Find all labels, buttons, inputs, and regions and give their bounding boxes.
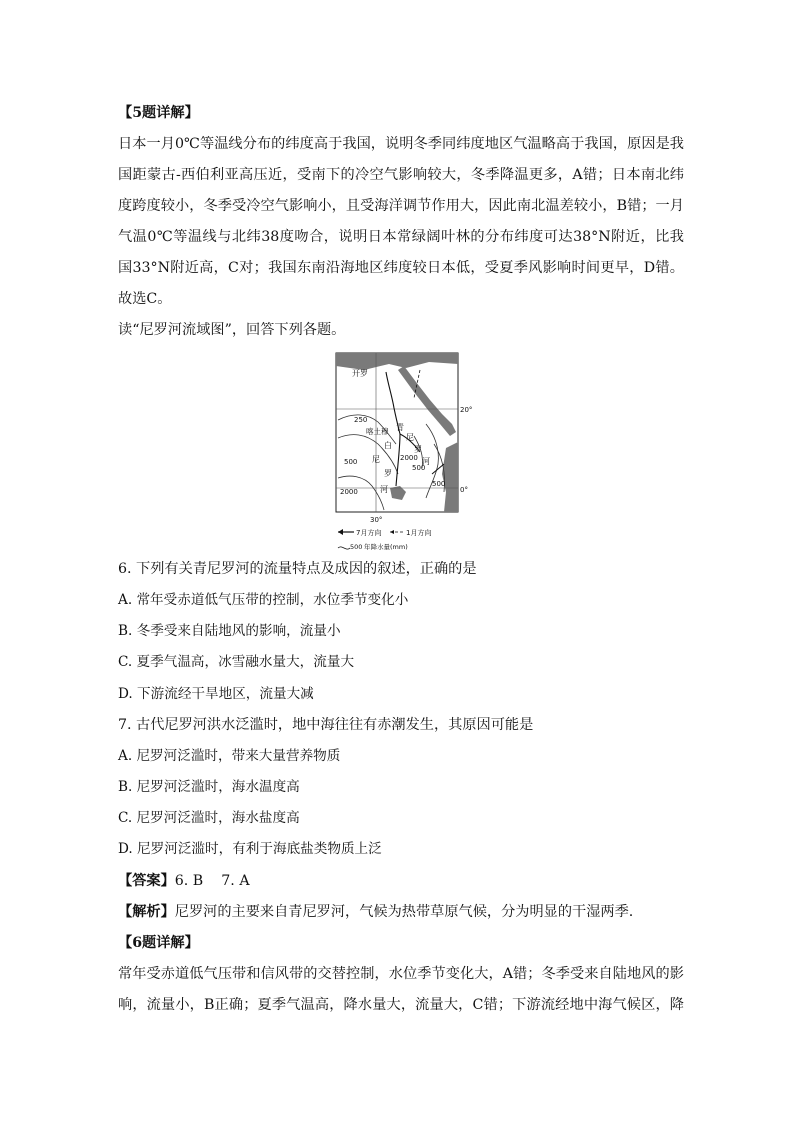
legend-july-arrow — [338, 529, 343, 535]
label-250: 250 — [354, 416, 368, 424]
label-white-nile-3: 罗 — [384, 469, 392, 478]
label-lat20: 20° — [460, 406, 473, 414]
label-blue-nile-2: 尼 — [406, 433, 414, 442]
section6-line: 响，流量小，B正确；夏季气温高，降水量大，流量大，C错；下游流经地中海气候区，降 — [118, 996, 684, 1013]
label-blue-nile-3: 罗 — [414, 445, 422, 454]
q6-option-b: B. 冬季受来自陆地风的影响，流量小 — [118, 623, 341, 640]
label-white-nile-2: 尼 — [372, 455, 380, 464]
section5-line: 日本一月0℃等温线分布的纬度高于我国，说明冬季同纬度地区气温略高于我国，原因是我 — [118, 136, 684, 152]
q6-option-d: D. 下游流经干旱地区，流量大减 — [118, 685, 314, 702]
section6-heading: 【6题详解】 — [118, 934, 199, 951]
label-lon30: 30° — [370, 516, 383, 524]
section5-line: 国距蒙古-西伯利亚高压近，受南下的冷空气影响较大，冬季降温更多，A错；日本南北纬 — [118, 167, 684, 183]
legend-isohyet-line — [338, 547, 350, 549]
section5-line: 故选C。 — [118, 291, 172, 307]
analysis-text: 尼罗河的主要来自青尼罗河，气候为热带草原气候，分为明显的干湿两季. — [174, 903, 634, 920]
label-500b: 500 — [412, 464, 426, 472]
q7-option-d: D. 尼罗河泛滥时，有利于海底盐类物质上泛 — [118, 841, 382, 858]
label-blue-nile-1: 青 — [396, 423, 404, 432]
top-section — [118, 98, 684, 346]
label-cairo: 开罗 — [352, 369, 368, 378]
q7-option-b: B. 尼罗河泛滥时，海水温度高 — [118, 778, 300, 795]
label-lat0: 0° — [460, 486, 468, 494]
section5-line: 度跨度较小，冬季受冷空气影响小，且受海洋调节作用大，因此南北温差较小，B错；一月 — [118, 198, 684, 214]
q7-option-c: C. 尼罗河泛滥时，海水盐度高 — [118, 810, 300, 827]
q6-option-a: A. 常年受赤道低气压带的控制，水位季节变化小 — [118, 592, 409, 608]
label-500c: 500 — [432, 480, 446, 488]
nile-basin-map — [334, 352, 474, 552]
q7-option-a: A. 尼罗河泛滥时，带来大量营养物质 — [118, 747, 341, 764]
label-500a: 500 — [344, 458, 358, 466]
legend-iso-label: 年降水量(mm) — [364, 543, 408, 551]
legend-july: 7月方向 — [356, 529, 382, 537]
label-2000a: 2000 — [400, 454, 418, 462]
label-white-nile-4: 河 — [380, 485, 388, 494]
legend-iso-value: 500 — [350, 543, 363, 551]
q6-stem: 6. 下列有关青尼罗河的流量特点及成因的叙述，正确的是 — [118, 561, 477, 577]
answer-label: 【答案】 — [118, 872, 175, 889]
label-2000b: 2000 — [340, 488, 358, 496]
question-section — [118, 554, 684, 1021]
q7-stem: 7. 古代尼罗河洪水泛滥时，地中海往往有赤潮发生，其原因可能是 — [118, 716, 534, 733]
intro-text: 读“尼罗河流域图”，回答下列各题。 — [118, 322, 346, 338]
section5-line: 气温0℃等温线与北纬38度吻合，说明日本常绿阔叶林的分布纬度可达38°N附近，比我 — [118, 229, 684, 245]
legend-jan-arrow — [390, 530, 394, 534]
analysis-label: 【解析】 — [118, 903, 175, 920]
label-khartoum: 喀土穆 — [366, 427, 389, 436]
section5-line: 国33°N附近高，C对；我国东南沿海地区纬度较日本低，受夏季风影响时间更早，D错。 — [118, 260, 684, 276]
section5-heading: 【5题详解】 — [118, 105, 199, 121]
answer-value: 6. B 7. A — [174, 872, 250, 889]
label-blue-nile-4: 河 — [422, 457, 430, 466]
answer-line — [118, 866, 684, 897]
label-white-nile-1: 白 — [384, 441, 392, 450]
section6-line: 常年受赤道低气压带和信风带的交替控制，水位季节变化大，A错；冬季受来自陆地风的影 — [118, 965, 684, 982]
analysis-line — [118, 897, 684, 928]
q6-option-c: C. 夏季气温高，冰雪融水量大，流量大 — [118, 654, 355, 671]
legend-jan: 1月方向 — [406, 529, 432, 537]
